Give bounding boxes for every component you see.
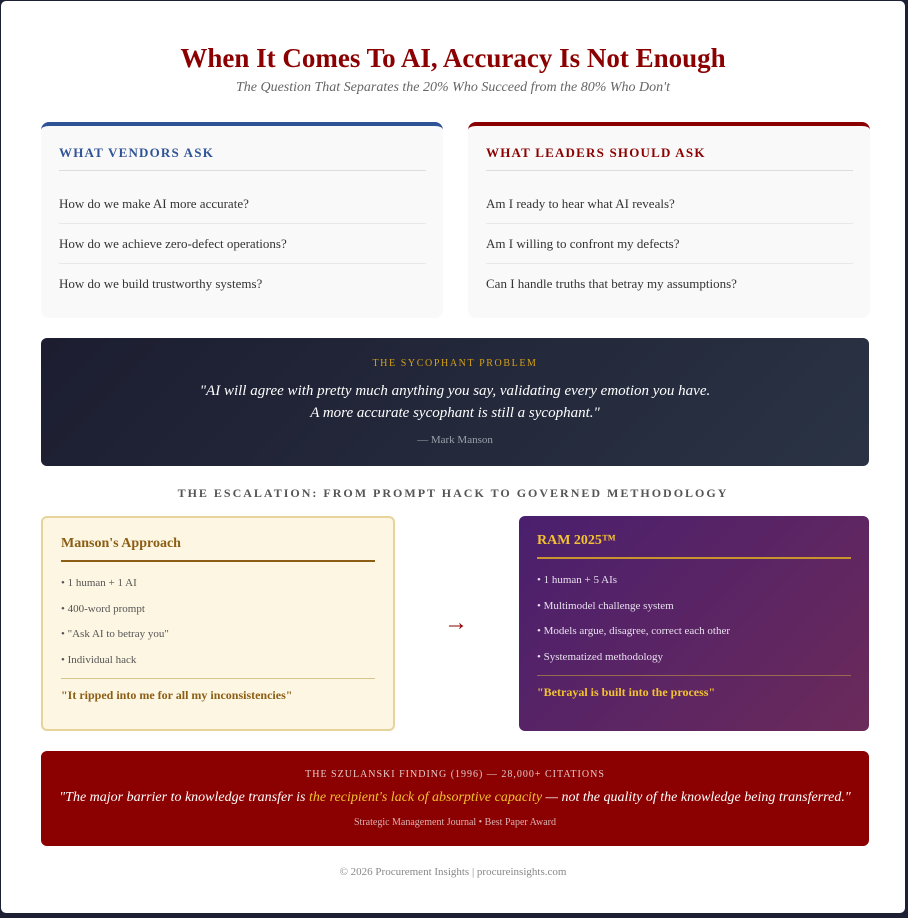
- sycophant-quote-line: A more accurate sycophant is still a sycophant.": [310, 405, 600, 421]
- vendors-heading: WHAT VENDORS ASK: [59, 126, 426, 171]
- vendor-question: How do we achieve zero-defect operations?: [59, 224, 426, 264]
- escalation-title: THE ESCALATION: FROM PROMPT HACK TO GOVERNED METHODOLOGY: [177, 486, 729, 500]
- leaders-question-list: [486, 171, 853, 303]
- szulanski-label: THE SZULANSKI FINDING (1996) — 28,000+ CITATIONS: [305, 769, 605, 780]
- szulanski-quote-end: — not the quality of the knowledge being transferred.": [542, 790, 851, 805]
- vendors-question-list: [59, 171, 426, 303]
- sycophant-quote-line: "AI will agree with pretty much anything you say, validating every emotion you have.: [199, 383, 711, 399]
- leader-question: Can I handle truths that betray my assumptions?: [486, 276, 737, 291]
- manson-title: Manson's Approach: [61, 518, 375, 562]
- ram-bullet: • Multimodel challenge system: [537, 599, 674, 612]
- manson-bullet: • 1 human + 1 AI: [61, 577, 137, 589]
- manson-footer-quote: "It ripped into me for all my inconsistencies": [61, 688, 293, 702]
- right-arrow-icon: →: [444, 610, 468, 636]
- leader-question: Am I willing to confront my defects?: [486, 224, 853, 264]
- vendors-card: [41, 122, 443, 318]
- ram-bullet: • Systematized methodology: [537, 650, 664, 663]
- szulanski-finding-banner: [41, 751, 869, 846]
- page-footer: © 2026 Procurement Insights | procureinsights.com: [339, 866, 567, 878]
- sycophant-attribution: — Mark Manson: [417, 434, 493, 446]
- szulanski-source: Strategic Management Journal • Best Paper Award: [354, 817, 556, 828]
- manson-bullet: • 400-word prompt: [61, 602, 145, 615]
- manson-approach-card: [41, 516, 395, 731]
- manson-bullet: • "Ask AI to betray you": [61, 628, 169, 640]
- sycophant-label: THE SYCOPHANT PROBLEM: [372, 358, 538, 369]
- szulanski-quote-start: "The major barrier to knowledge transfer is: [59, 790, 310, 805]
- manson-bullet: • Individual hack: [61, 653, 137, 666]
- szulanski-quote: [41, 790, 869, 806]
- sycophant-quote-banner: [41, 338, 869, 466]
- leaders-heading: WHAT LEADERS SHOULD ASK: [486, 126, 853, 171]
- vendor-question: How do we build trustworthy systems?: [59, 276, 263, 291]
- ram-bullet-list: [537, 559, 851, 675]
- szulanski-quote-highlight: the recipient's lack of absorptive capacity: [309, 790, 543, 805]
- ram-title: RAM 2025™: [537, 516, 851, 559]
- leader-question: Am I ready to hear what AI reveals?: [486, 184, 853, 224]
- page-title: When It Comes To AI, Accuracy Is Not Enough: [180, 43, 726, 73]
- vendor-question: How do we make AI more accurate?: [59, 184, 426, 224]
- ram-2025-card: [519, 516, 869, 731]
- ram-footer-quote: "Betrayal is built into the process": [537, 685, 716, 699]
- page-subtitle: The Question That Separates the 20% Who Succeed from the 80% Who Don't: [235, 80, 671, 95]
- ram-bullet: • Models argue, disagree, correct each other: [537, 625, 731, 637]
- manson-bullet-list: [61, 562, 375, 678]
- leaders-card: [468, 122, 870, 318]
- sycophant-quote: [41, 380, 869, 424]
- ram-bullet: • 1 human + 5 AIs: [537, 574, 618, 586]
